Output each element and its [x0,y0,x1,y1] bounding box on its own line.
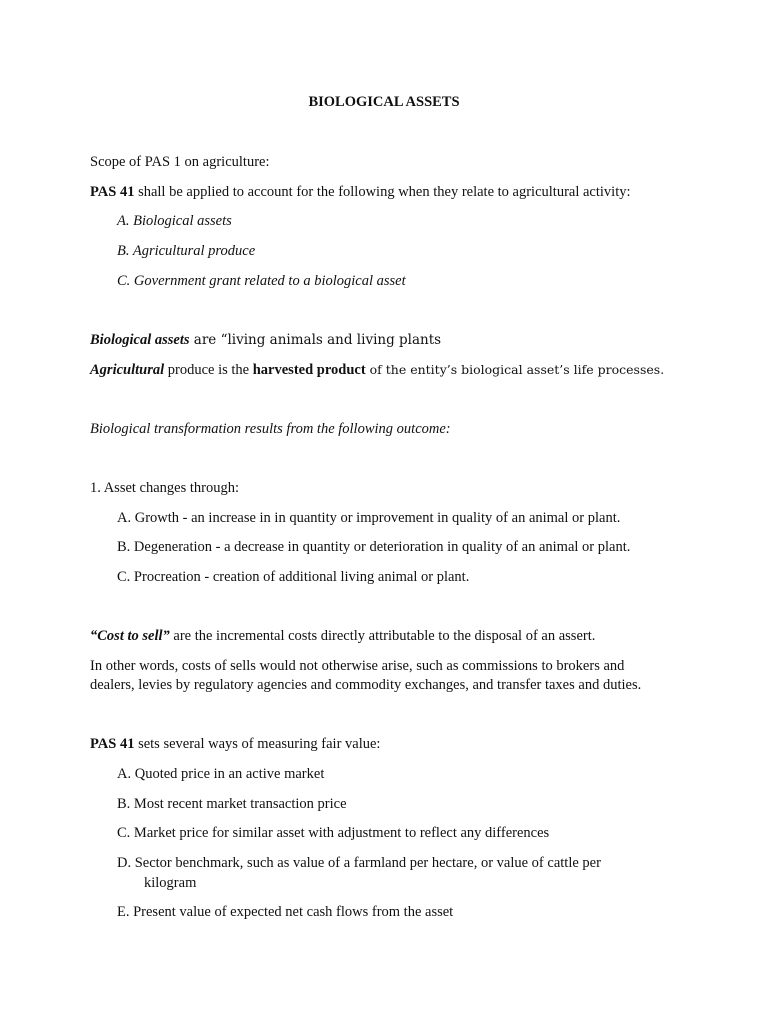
harvested-product-term: harvested product [252,362,366,378]
agricultural-term: Agricultural [90,362,165,378]
other-words-line: In other words, costs of sells would not otherwise arise, such as commissions to brokers and [90,658,625,674]
fair-value-item: C. Market price for similar asset with adjustment to reflect any differences [117,825,550,841]
biological-assets-definition-text: are “living animals and living plants [189,332,442,348]
fair-value-item: A. Quoted price in an active market [117,766,325,782]
page-title: BIOLOGICAL ASSETS [308,94,460,110]
cost-to-sell-text: are the incremental costs directly attributable to the disposal of an assert. [169,628,596,644]
pas41-intro [90,183,631,201]
cost-to-sell-definition [90,627,595,645]
cost-to-sell-term: “Cost to sell” [90,628,170,644]
fair-value-item-continuation: kilogram [144,875,197,891]
asset-change-item: A. Growth - an increase in in quantity or improvement in quality of an animal or plant. [117,510,621,526]
fair-value-item: B. Most recent market transaction price [117,796,347,812]
agricultural-produce-definition [90,361,664,379]
pas41-intro-text: shall be applied to account for the following when they relate to agricultural activity: [134,184,631,200]
agricultural-produce-mid-text: produce is the [164,362,253,378]
fair-value-item: E. Present value of expected net cash flows from the asset [117,904,454,920]
fair-value-item: D. Sector benchmark, such as value of a farmland per hectare, or value of cattle per [117,855,601,871]
other-words-line: dealers, levies by regulatory agencies and commodity exchanges, and transfer taxes and duties. [90,677,642,693]
asset-changes-heading: 1. Asset changes through: [90,480,240,496]
scope-item: C. Government grant related to a biological asset [117,273,406,289]
biological-assets-term: Biological assets [90,332,190,348]
scope-heading: Scope of PAS 1 on agriculture: [90,154,270,170]
fair-value-intro [90,735,380,753]
agricultural-produce-end-text: of the entity’s biological asset’s life processes. [365,362,665,377]
biological-transformation-heading: Biological transformation results from the following outcome: [90,421,451,437]
pas41-term: PAS 41 [90,184,135,200]
scope-item: B. Agricultural produce [117,243,256,259]
scope-item: A. Biological assets [117,213,232,229]
asset-change-item: C. Procreation - creation of additional living animal or plant. [117,569,470,585]
biological-assets-definition [90,331,441,349]
asset-change-item: B. Degeneration - a decrease in quantity or deterioration in quality of an animal or plant. [117,539,631,555]
pas41-term: PAS 41 [90,736,135,752]
fair-value-intro-text: sets several ways of measuring fair value: [134,736,381,752]
